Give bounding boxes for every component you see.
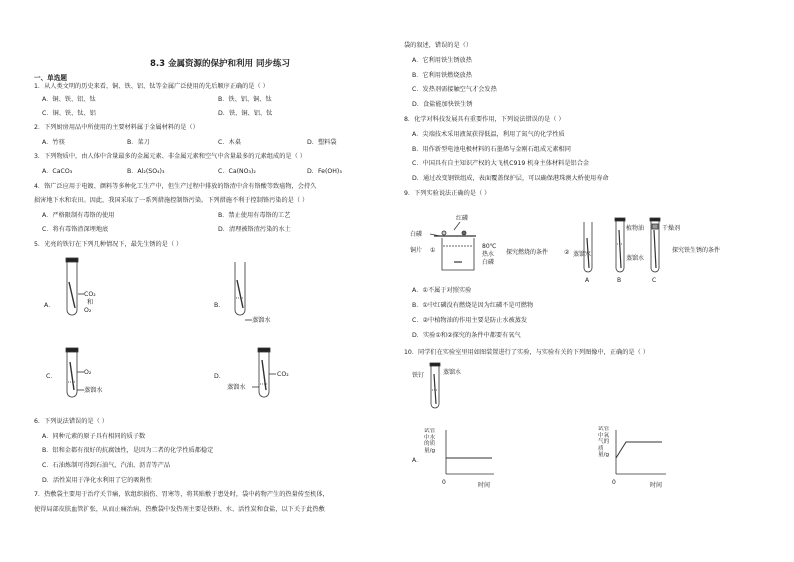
q7-option-c: C．发热剂需接触空气才会发热 xyxy=(412,86,497,93)
q9-circle-2: ② xyxy=(564,249,570,256)
q9-tube-b-stopper xyxy=(615,218,625,221)
q10-ylabel-a: 试管中水的质量/g xyxy=(424,428,436,454)
q10-graph-b-time: 时间 xyxy=(650,482,663,489)
q9-tube-b-nail xyxy=(619,230,621,268)
q9-tube-c-nail xyxy=(654,230,656,268)
q5-label-d: D． xyxy=(214,373,225,380)
q10-option-a-label: A． xyxy=(412,457,423,464)
q5-label-a: A． xyxy=(44,302,55,309)
q4-option-b: B．禁止使用有毒铬的工艺 xyxy=(218,212,291,219)
q6-option-a: A．同种元素的原子具有相同的质子数 xyxy=(42,433,146,440)
q8-option-d: D．通过改变钢铁组成，表面覆盖保护层，可以确保港珠澳大桥使用寿命 xyxy=(412,175,609,182)
q9-hot-water-label: 热水 xyxy=(482,251,495,258)
q2-option-b: B．菜刀 xyxy=(127,139,150,146)
q9-tube-label-c: C xyxy=(652,277,657,284)
q9-temp-label: 80℃ xyxy=(482,243,497,250)
q5-a-stopper xyxy=(66,258,78,262)
q1-option-a: A．铜、铁、铝、钛 xyxy=(42,96,96,103)
q4-option-d: D．清理被铬渣污染的水土 xyxy=(218,226,291,233)
q9-oil-label: 植物油 xyxy=(626,225,645,232)
q10-graph-b-line xyxy=(616,442,662,458)
q5-b-water: 蒸馏水 xyxy=(252,317,271,324)
q10-nail-label-1: 铁钉 xyxy=(412,372,425,379)
q9-desiccant-label: 干燥剂 xyxy=(662,225,681,232)
q10-stopper xyxy=(430,363,440,366)
q9-exp1-label: 探究燃烧的条件 xyxy=(506,249,549,256)
q10-ylabel-b: 试管中氧气的质量/g xyxy=(598,426,610,459)
q5-a-nail xyxy=(69,282,75,308)
q9-exp2-label: 探究铁生锈的条件 xyxy=(672,247,721,254)
q5-d-nail xyxy=(262,360,266,390)
q5-d-stopper xyxy=(258,348,270,352)
q7-option-d: D．食盐能加快铁生锈 xyxy=(412,101,473,108)
q9-red-p xyxy=(462,231,466,235)
q3-stem: 3．下列物质中，由人体中含量最多的金属元素、非金属元素和空气中含量最多的元素组成的是（ ） xyxy=(34,153,306,160)
q9-tube-c-stopper xyxy=(650,218,660,221)
q3-option-b: B．Al₂(SO₄)₃ xyxy=(127,168,165,175)
q10-stem: 10．同学们在实验室里用如图装置进行了实验，与实验有关的下列图像中，正确的是（ ） xyxy=(404,349,649,356)
q4-stem-line1: 4．铬广泛应用于电镀、颜料等多种化工生产中，但生产过程中排放的铬渣中含有铬酸等致癌物，会持久 xyxy=(34,183,317,190)
q9-copper-label: 铜片 xyxy=(410,247,423,254)
q8-option-a: A．尖端技术采用液氮获得低温，利用了氮气的化学性质 xyxy=(412,131,565,138)
q10-nail xyxy=(434,374,436,404)
q5-b-nail xyxy=(237,280,243,308)
q9-red-p-label: 红磷 xyxy=(456,215,469,222)
q9-tube-label-b: B xyxy=(617,277,622,284)
q9-option-b: B．①中红磷没有燃烧是因为红磷不是可燃物 xyxy=(412,302,534,309)
q10-ylabel-a-box xyxy=(424,428,440,476)
q9-circle-1: ① xyxy=(430,247,436,254)
q5-d-water: 蒸馏水 xyxy=(227,384,246,391)
q9-tube-c-desiccant xyxy=(652,224,658,229)
q9-stem: 9．下列实验说法正确的是（ ） xyxy=(404,190,491,197)
q6-option-d: D．活性炭用于净化水利用了它的吸附性 xyxy=(42,477,152,484)
q1-stem: 1．从人类文明的历史来看，铜、铁、铝、钛等金属广泛使用的先后顺序正确的是（ ） xyxy=(34,83,269,90)
q5-a-tube xyxy=(67,262,77,315)
q2-option-c: C．木桌 xyxy=(218,139,241,146)
q4-option-a: A．严格限制有毒铬的使用 xyxy=(42,212,115,219)
q8-stem: 8．化学对科技发展具有重要作用，下列说法错误的是（ ） xyxy=(404,116,565,123)
q10-graph-a-zero: 0 xyxy=(442,479,446,486)
q7-stem-line3: 袋的叙述，错误的是（） xyxy=(404,42,473,49)
q6-stem: 6．下列说法错误的是（ ） xyxy=(34,418,108,425)
q5-c-o2: O₂ xyxy=(84,369,92,376)
q8-option-c: C．中国具有自主知识产权的大飞机C919 机身主体材料是铝合金 xyxy=(412,160,590,167)
q5-figures xyxy=(34,250,374,412)
q7-stem-line1: 7．热敷袋主要用于治疗关节痛，软组织损伤、胃寒等，将其贴敷于患处时，袋中药物产生的热量传至机体， xyxy=(34,491,329,498)
q9-red-p-leader xyxy=(454,222,460,230)
q2-option-a: A．竹筷 xyxy=(42,139,65,146)
q2-option-d: D．塑料袋 xyxy=(307,139,337,146)
q1-option-b: B．铁、铝、铜、钛 xyxy=(218,96,272,103)
q7-option-b: B．它利用铁燃烧放热 xyxy=(412,72,472,79)
q5-label-b: B． xyxy=(214,302,225,309)
q3-option-c: C．Ca(NO₃)₂ xyxy=(218,168,256,175)
q9-option-d: D．实验①和②探究的条件中都要有氧气 xyxy=(412,332,521,339)
q10-water-label: 蒸馏水 xyxy=(443,369,462,376)
q10-graph-b-zero: 0 xyxy=(612,479,616,486)
q1-option-d: D．铁、铜、铝、钛 xyxy=(218,110,273,117)
q3-option-a: A．CaCO₃ xyxy=(42,168,73,175)
q7-stem-line2: 使得局部皮肤血管扩张，从而止痛治病，热敷袋中发热剂主要是铁粉、水、活性炭和食盐，以下关于此热敷 xyxy=(34,506,325,513)
q9-option-a: A．①不属于对照实验 xyxy=(412,287,472,294)
q6-option-b: B．铝和金都有很好的抗腐蚀性，是因为二者的化学性质都稳定 xyxy=(42,447,214,454)
q9-tube-label-a: A xyxy=(585,277,590,284)
q9-white-p-label-2: 白磷 xyxy=(482,259,495,266)
q5-label-c: C． xyxy=(46,373,57,380)
q9-white-p xyxy=(442,231,446,235)
q6-option-c: C．石油炼制可得到石油气、汽油、沥青等产品 xyxy=(42,462,171,469)
q10-figure xyxy=(404,360,724,495)
q5-a-o2: O₂ xyxy=(84,307,92,314)
q3-option-d: D．Fe(OH)₃ xyxy=(307,168,342,175)
q9-beaker xyxy=(442,238,474,270)
q10-graph-a-time: 时间 xyxy=(478,482,491,489)
q5-d-co2: CO₂ xyxy=(277,371,289,378)
q9-option-c: C．②中植物油的作用主要是防止水被蒸发 xyxy=(412,317,528,324)
q5-a-co2: CO₂ xyxy=(84,291,96,298)
q5-c-water: 蒸馏水 xyxy=(84,387,103,394)
q2-stem: 2．下列厨房用品中所使用的主要材料属于金属材料的是（） xyxy=(34,124,199,131)
q4-stem-line2: 损害地下水和农田。因此，我国采取了一系列措施控制铬污染。下列措施不利于控制铬污染的是（ ） xyxy=(34,197,309,204)
q5-c-stopper xyxy=(66,348,78,352)
q9-figure xyxy=(404,200,764,285)
q7-option-a: A．它利用铁生锈放热 xyxy=(412,57,472,64)
q9-white-p-label: 白磷 xyxy=(410,231,423,238)
q5-c-nail xyxy=(70,362,74,390)
q10-ylabel-b-box xyxy=(598,426,614,482)
section-heading: 一、单选题 xyxy=(34,74,67,82)
q9-water-label-b: 蒸馏水 xyxy=(626,255,645,262)
q8-option-b: B．用作新型电池电极材料的石墨烯与金刚石组成元素相同 xyxy=(412,146,571,153)
page-title: 8.3 金属资源的保护和利用 同步练习 xyxy=(150,59,290,69)
q5-stem: 5．光亮的铁钉在下列几种情况下，最先生锈的是（ ） xyxy=(34,241,183,248)
q4-option-c: C．将有毒铬渣深埋地底 xyxy=(42,226,109,233)
q9-water-label-a: 蒸馏水 xyxy=(573,251,592,258)
q1-option-c: C．铜、铁、钛、铝 xyxy=(42,110,96,117)
q5-a-and: 和 xyxy=(87,299,94,306)
